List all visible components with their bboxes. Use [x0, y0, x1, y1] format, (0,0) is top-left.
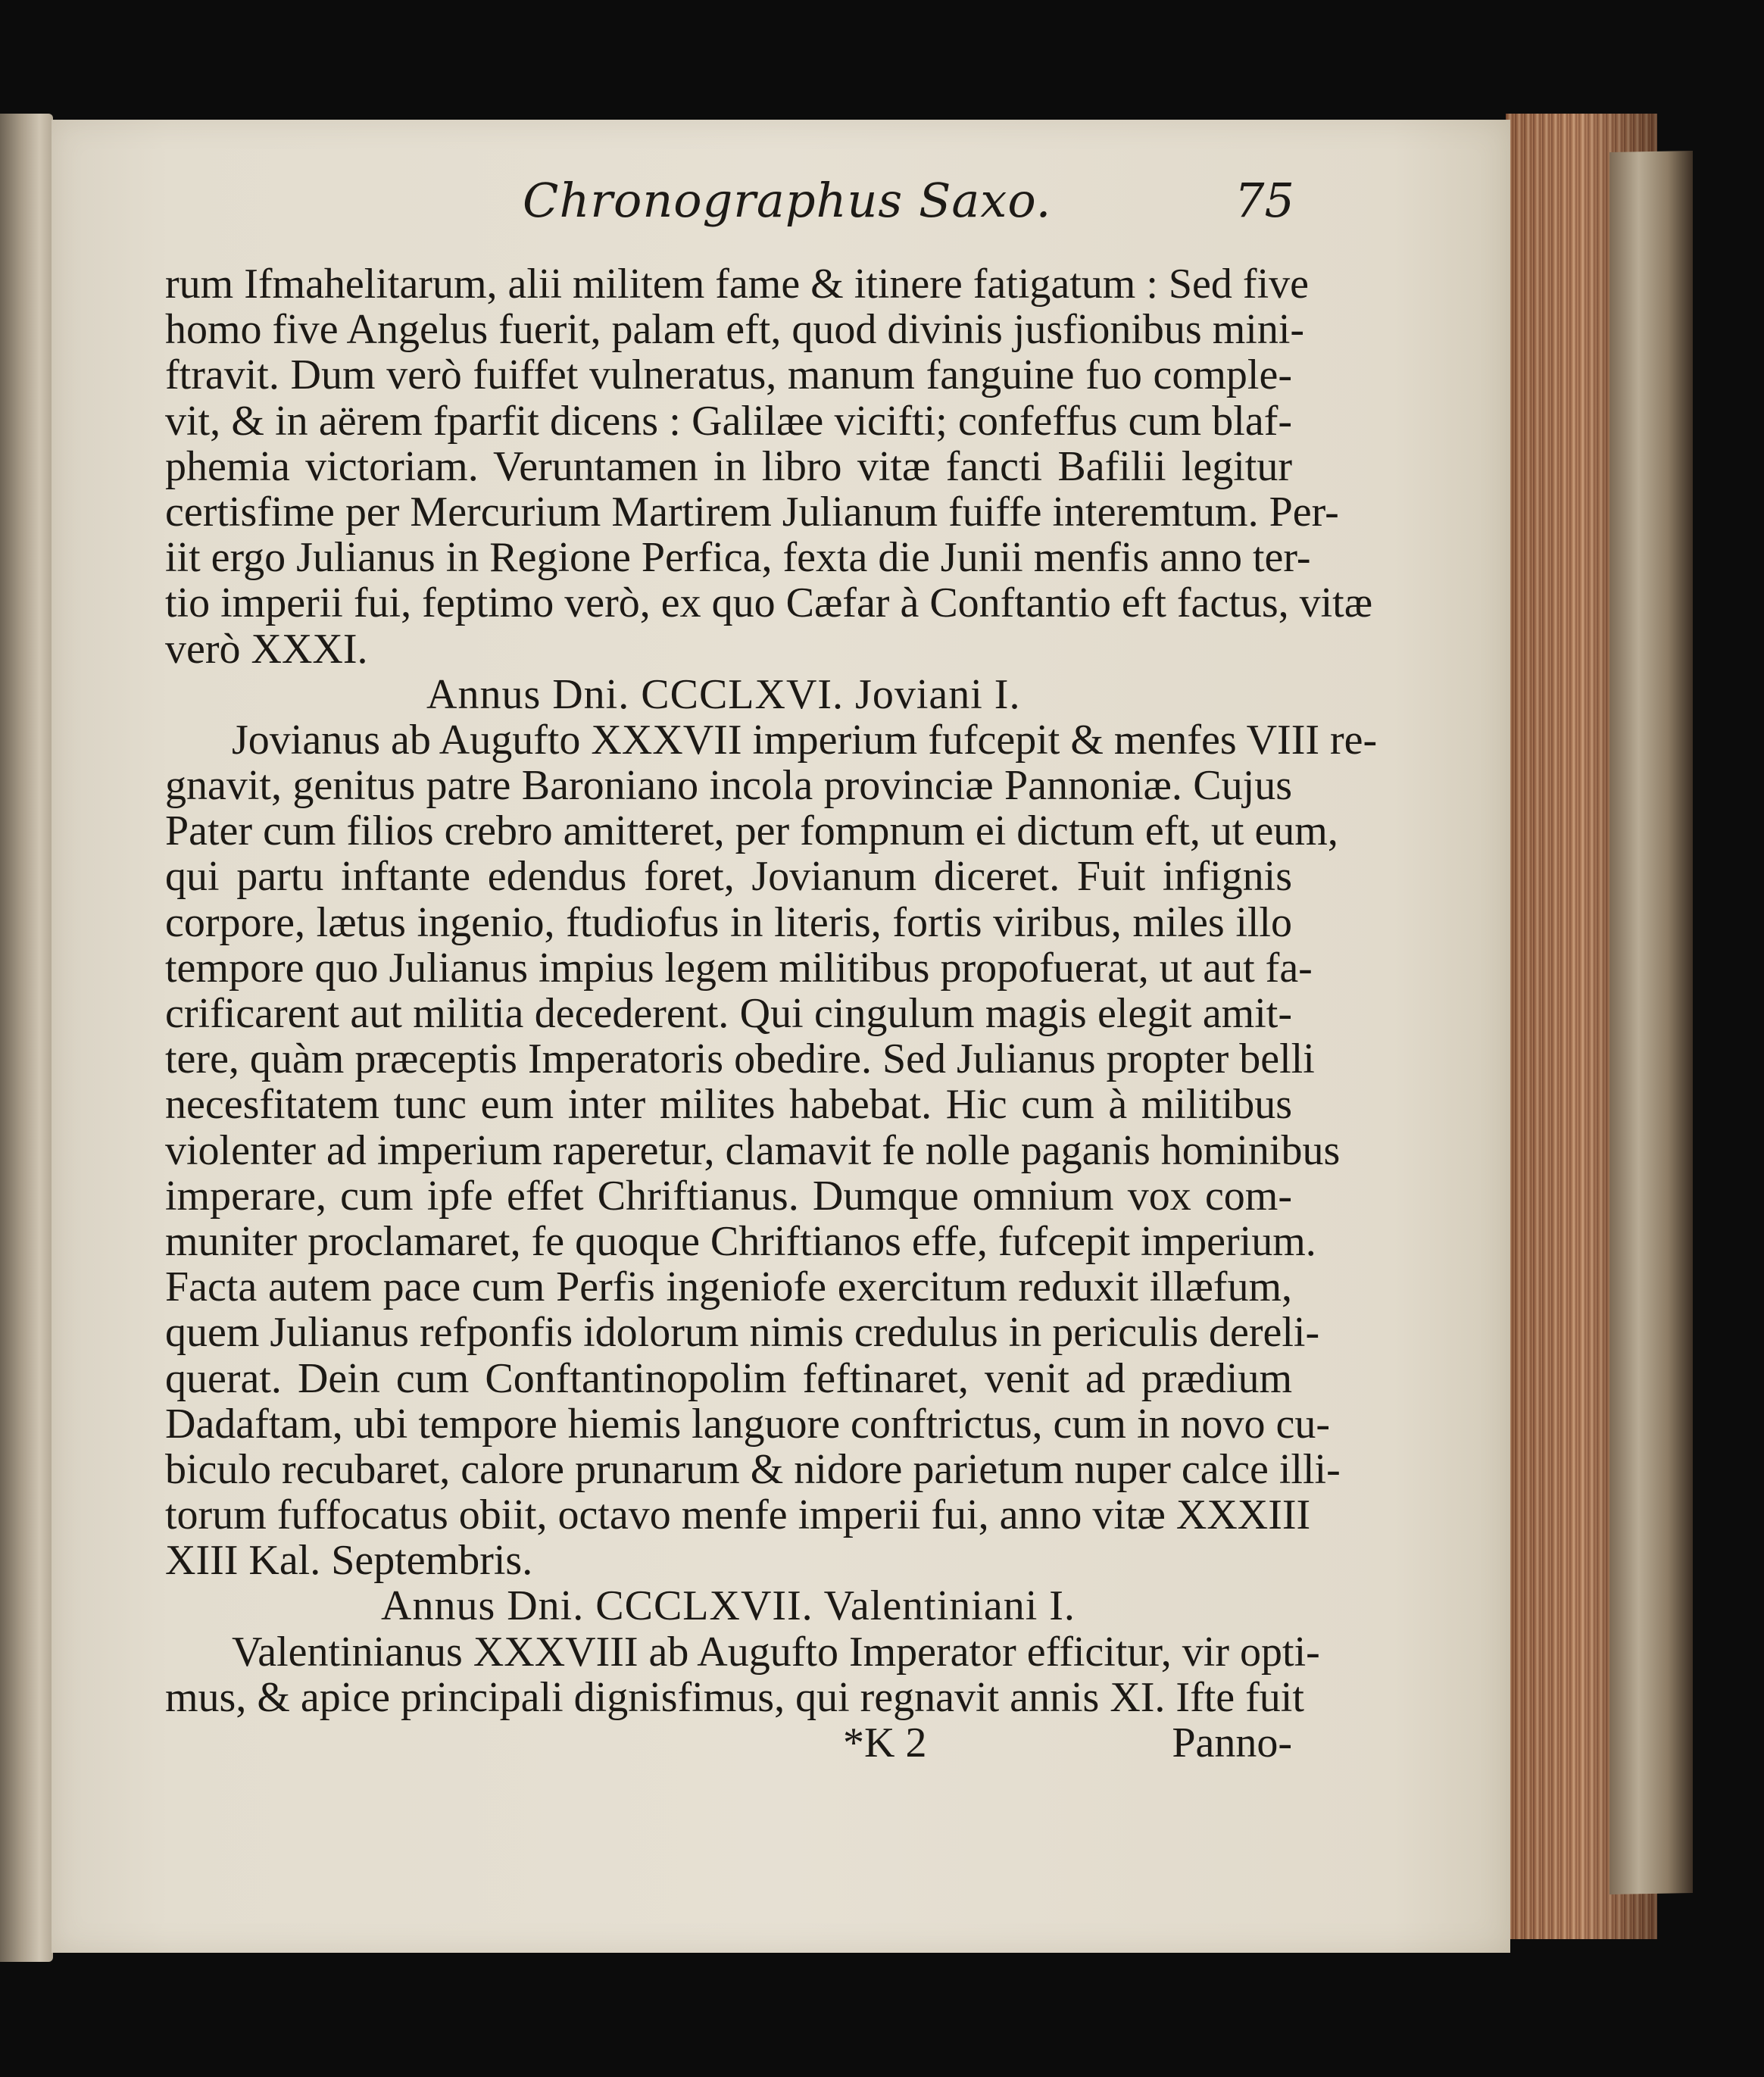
text-line: Pater cum filios crebro amitteret, per fompnum ei dictum eft, ut eum,: [165, 807, 1338, 855]
year-heading: Annus Dni. CCCLXVI. Joviani I.: [426, 670, 1021, 718]
text-line: querat. Dein cum Conftantinopolim feftinaret, venit ad prædium: [165, 1354, 1292, 1402]
text-line: certisfime per Mercurium Martirem Julianum fuiffe interemtum. Per-: [165, 488, 1339, 536]
text-line: XIII Kal. Septembris.: [165, 1537, 533, 1585]
text-line: corpore, lætus ingenio, ftudiofus in literis, fortis viribus, miles illo: [165, 898, 1292, 946]
signature-mark: *K 2: [843, 1719, 927, 1766]
text-line: necesfitatem tunc eum inter milites habebat. Hic cum à militibus: [165, 1081, 1292, 1129]
text-line: tere, quàm præceptis Imperatoris obedire. Sed Julianus propter belli: [165, 1035, 1315, 1083]
text-line: Facta autem pace cum Perfis ingeniofe exercitum reduxit illæfum,: [165, 1263, 1292, 1311]
text-line: qui partu inftante edendus foret, Jovianum diceret. Fuit infignis: [165, 853, 1292, 901]
text-line: tempore quo Julianus impius legem militibus propofuerat, ut aut fa-: [165, 944, 1313, 992]
text-line: iit ergo Julianus in Regione Perfica, fexta die Junii menfis anno ter-: [165, 534, 1311, 582]
text-line: vit, & in aërem fparfit dicens : Galilæe vicifti; confeffus cum blaf-: [165, 397, 1292, 445]
book-spine: [1609, 151, 1693, 1894]
running-title: Chronographus Saxo.: [523, 173, 1052, 228]
text-line: homo five Angelus fuerit, palam eft, quod divinis jusfionibus mini-: [165, 306, 1305, 354]
text-line: crificarent aut militia decederent. Qui cingulum magis elegit amit-: [165, 990, 1292, 1037]
page-header: [0, 173, 1764, 248]
text-line: quem Julianus refponfis idolorum nimis credulus in periculis dereli-: [165, 1309, 1320, 1357]
text-line: gnavit, genitus patre Baroniano incola provinciæ Pannoniæ. Cujus: [165, 762, 1292, 810]
text-line: tio imperii fui, feptimo verò, ex quo Cæfar à Conftantio eft factus, vitæ: [165, 579, 1373, 627]
text-line: torum fuffocatus obiit, octavo menfe imperii fui, anno vitæ XXXIII: [165, 1491, 1311, 1539]
text-line: muniter proclamaret, fe quoque Chriftianos effe, fufcepit imperium.: [165, 1217, 1316, 1265]
text-line: ftravit. Dum verò fuiffet vulneratus, manum fanguine fuo comple-: [165, 351, 1292, 399]
text-line: violenter ad imperium raperetur, clamavit fe nolle paganis hominibus: [165, 1126, 1341, 1174]
text-line: Valentinianus XXXVIII ab Augufto Imperator efficitur, vir opti-: [232, 1628, 1320, 1676]
text-line: rum Ifmahelitarum, alii militem fame & itinere fatigatum : Sed five: [165, 261, 1309, 308]
text-line: imperare, cum ipfe effet Chriftianus. Dumque omnium vox com-: [165, 1172, 1292, 1220]
year-heading: Annus Dni. CCCLXVII. Valentiniani I.: [381, 1582, 1076, 1630]
text-line: mus, & apice principali dignisfimus, qui regnavit annis XI. Ifte fuit: [165, 1673, 1304, 1721]
page-footer: [165, 1720, 1292, 1766]
catchword: Panno-: [1172, 1719, 1292, 1766]
body-text: [165, 261, 1378, 1766]
text-line: biculo recubaret, calore prunarum & nidore parietum nuper calce illi-: [165, 1445, 1341, 1493]
text-line: Dadaftam, ubi tempore hiemis languore conftrictus, cum in novo cu-: [165, 1400, 1331, 1448]
text-line: Jovianus ab Augufto XXXVII imperium fufcepit & menfes VIII re-: [232, 716, 1378, 764]
text-line: verò XXXI.: [165, 625, 368, 673]
page-number: 75: [1235, 173, 1294, 228]
left-page-edge: [0, 114, 53, 1962]
text-line: phemia victoriam. Veruntamen in libro vitæ fancti Bafilii legitur: [165, 442, 1292, 490]
